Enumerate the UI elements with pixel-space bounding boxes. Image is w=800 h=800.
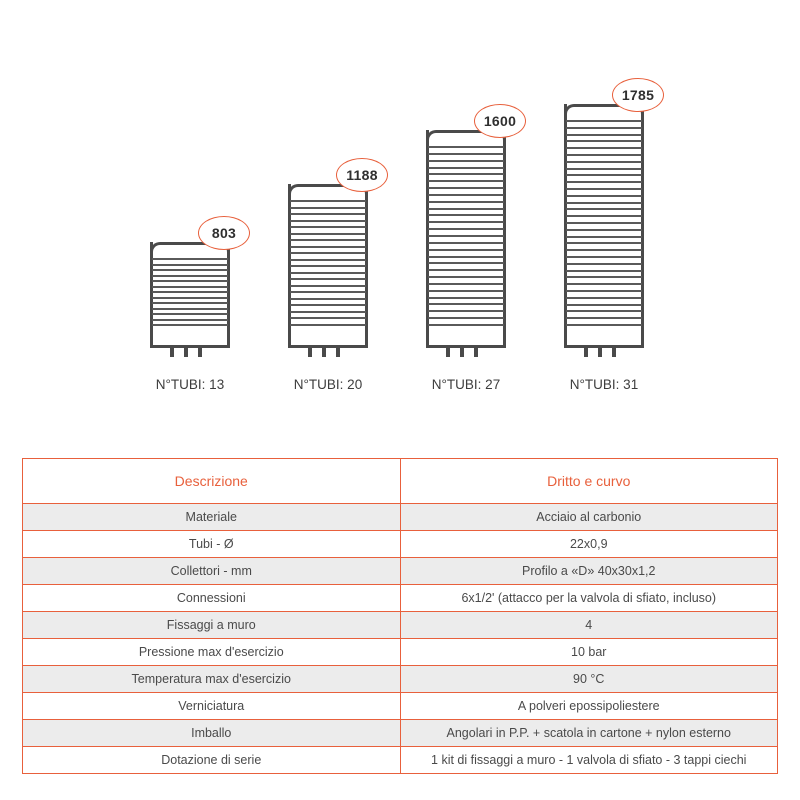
radiator-tube <box>428 262 504 264</box>
radiator-foot <box>460 348 464 357</box>
radiator-tube <box>152 280 228 282</box>
radiator-tube <box>152 297 228 299</box>
spec-value: 4 <box>400 612 778 639</box>
radiator-tube <box>290 272 366 274</box>
radiator-tubes <box>428 146 504 326</box>
column-header-model: Dritto e curvo <box>400 459 778 504</box>
spec-value: 6x1/2' (attacco per la valvola di sfiato, incluso) <box>400 585 778 612</box>
radiator-tube <box>566 270 642 272</box>
radiator-tube <box>290 298 366 300</box>
radiator-tube <box>566 147 642 149</box>
table-row <box>23 612 778 639</box>
spec-label: Materiale <box>23 504 401 531</box>
radiator-foot <box>322 348 326 357</box>
tube-count-label: N°TUBI: 20 <box>293 377 363 392</box>
radiator-tube <box>428 160 504 162</box>
radiator-tube <box>566 297 642 299</box>
spec-label: Temperatura max d'esercizio <box>23 666 401 693</box>
radiator-tube <box>566 134 642 136</box>
radiator-item <box>288 167 378 348</box>
radiator-foot <box>584 348 588 357</box>
spec-label: Imballo <box>23 720 401 747</box>
radiator-tube <box>566 188 642 190</box>
spec-value: 22x0,9 <box>400 531 778 558</box>
table-body <box>23 504 778 774</box>
radiator-tube <box>290 220 366 222</box>
radiator-tube <box>428 146 504 148</box>
table-row <box>23 747 778 774</box>
radiator-tube <box>428 214 504 216</box>
spec-value: Angolari in P.P. + scatola in cartone + nylon esterno <box>400 720 778 747</box>
radiator-tube <box>566 283 642 285</box>
radiator-tube <box>152 286 228 288</box>
table-row <box>23 504 778 531</box>
radiator-tube <box>290 311 366 313</box>
radiator-tube <box>152 258 228 260</box>
radiator-tube <box>566 317 642 319</box>
radiator-tube <box>428 221 504 223</box>
radiator-tube <box>428 242 504 244</box>
radiator-tube <box>290 239 366 241</box>
radiator-tube <box>428 256 504 258</box>
spec-value: A polveri epossipoliestere <box>400 693 778 720</box>
radiator-tube <box>566 195 642 197</box>
radiator-tube <box>566 208 642 210</box>
radiator-feet <box>288 348 368 357</box>
radiator-tube <box>152 313 228 315</box>
radiator-tube <box>428 310 504 312</box>
radiator-tube <box>428 276 504 278</box>
radiator-foot <box>474 348 478 357</box>
spec-label: Verniciatura <box>23 693 401 720</box>
radiator-feet <box>564 348 644 357</box>
radiator-feet <box>426 348 506 357</box>
spec-label: Tubi - Ø <box>23 531 401 558</box>
radiator-item <box>564 87 655 348</box>
radiator-foot <box>308 348 312 357</box>
radiator-tube <box>566 249 642 251</box>
spec-value: Profilo a «D» 40x30x1,2 <box>400 558 778 585</box>
radiator-foot <box>612 348 616 357</box>
radiator-tube <box>428 297 504 299</box>
radiator-feet <box>150 348 230 357</box>
radiator-tube <box>290 207 366 209</box>
radiator-foot <box>198 348 202 357</box>
radiator-tube <box>152 291 228 293</box>
radiator-tube <box>290 285 366 287</box>
radiator-tube <box>566 276 642 278</box>
radiator-tube <box>566 215 642 217</box>
radiator-tube <box>290 259 366 261</box>
height-bubble: 1600 <box>474 104 526 138</box>
radiator-tube <box>428 173 504 175</box>
radiator-tubes <box>566 120 642 326</box>
radiator-tube <box>428 317 504 319</box>
radiator-tube <box>152 264 228 266</box>
table-row <box>23 639 778 666</box>
radiator-tube <box>290 265 366 267</box>
radiator-tube <box>290 304 366 306</box>
radiator-tube <box>566 263 642 265</box>
radiator-tube <box>566 229 642 231</box>
table-row <box>23 693 778 720</box>
radiator-tube <box>428 324 504 326</box>
radiator-tube <box>428 249 504 251</box>
radiator-tube <box>290 278 366 280</box>
radiator-tube <box>290 291 366 293</box>
table-header-row <box>23 459 778 504</box>
table-row <box>23 531 778 558</box>
radiator-tube <box>566 140 642 142</box>
radiator-tube <box>428 269 504 271</box>
radiator-foot <box>170 348 174 357</box>
radiator-tubes <box>290 200 366 326</box>
spec-label: Fissaggi a muro <box>23 612 401 639</box>
radiator-tube <box>428 303 504 305</box>
radiator-tube <box>566 222 642 224</box>
radiator-tube <box>566 127 642 129</box>
radiator-tube <box>152 324 228 326</box>
table-row <box>23 720 778 747</box>
tube-count-label: N°TUBI: 31 <box>569 377 639 392</box>
radiator-tube <box>290 200 366 202</box>
table-row <box>23 558 778 585</box>
radiator-tube <box>566 290 642 292</box>
radiator-tube <box>566 256 642 258</box>
radiator-tube <box>428 208 504 210</box>
spec-value: Acciaio al carbonio <box>400 504 778 531</box>
radiator-tube <box>566 324 642 326</box>
radiator-tube <box>428 153 504 155</box>
radiator-tube <box>428 228 504 230</box>
radiator-body <box>288 184 368 348</box>
radiator-tube <box>566 310 642 312</box>
spec-label: Collettori - mm <box>23 558 401 585</box>
radiator-tube <box>566 236 642 238</box>
radiator-body <box>426 130 506 348</box>
radiator-tube <box>290 324 366 326</box>
radiator-tube <box>428 235 504 237</box>
radiator-tube <box>152 275 228 277</box>
tube-count-label: N°TUBI: 13 <box>155 377 225 392</box>
radiator-tube <box>428 187 504 189</box>
spec-label: Dotazione di serie <box>23 747 401 774</box>
spec-label: Connessioni <box>23 585 401 612</box>
radiator-tube <box>566 202 642 204</box>
radiator-tube <box>566 242 642 244</box>
radiator-body <box>564 104 644 348</box>
table-row <box>23 585 778 612</box>
radiator-tube <box>152 319 228 321</box>
radiator-item <box>150 225 237 348</box>
radiator-tube <box>152 308 228 310</box>
radiator-tubes <box>152 258 228 326</box>
radiator-tube <box>566 168 642 170</box>
radiator-tube <box>290 233 366 235</box>
radiator-tube <box>428 180 504 182</box>
radiator-tube <box>428 201 504 203</box>
radiator-tube <box>566 154 642 156</box>
radiator-tube <box>290 246 366 248</box>
radiator-tube <box>566 181 642 183</box>
radiator-tube <box>152 302 228 304</box>
radiator-foot <box>184 348 188 357</box>
spec-value: 10 bar <box>400 639 778 666</box>
radiator-tube <box>152 269 228 271</box>
radiator-foot <box>336 348 340 357</box>
radiator-tube <box>428 283 504 285</box>
column-header-description: Descrizione <box>23 459 401 504</box>
radiator-tube <box>428 290 504 292</box>
radiator-tube <box>290 213 366 215</box>
radiator-tube <box>428 167 504 169</box>
specification-table <box>22 458 778 774</box>
radiator-body <box>150 242 230 348</box>
radiator-tube <box>290 252 366 254</box>
radiator-tube <box>566 120 642 122</box>
height-bubble: 1785 <box>612 78 664 112</box>
height-bubble: 803 <box>198 216 250 250</box>
radiator-tube <box>428 194 504 196</box>
spec-label: Pressione max d'esercizio <box>23 639 401 666</box>
tube-count-label: N°TUBI: 27 <box>431 377 501 392</box>
height-bubble: 1188 <box>336 158 388 192</box>
radiator-foot <box>598 348 602 357</box>
spec-value: 1 kit di fissaggi a muro - 1 valvola di sfiato - 3 tappi ciechi <box>400 747 778 774</box>
table-row <box>23 666 778 693</box>
radiator-foot <box>446 348 450 357</box>
radiator-tube <box>290 317 366 319</box>
radiator-tube <box>566 174 642 176</box>
radiator-tube <box>566 304 642 306</box>
radiator-tube <box>290 226 366 228</box>
radiator-item <box>426 113 517 348</box>
spec-value: 90 °C <box>400 666 778 693</box>
radiator-tube <box>566 161 642 163</box>
